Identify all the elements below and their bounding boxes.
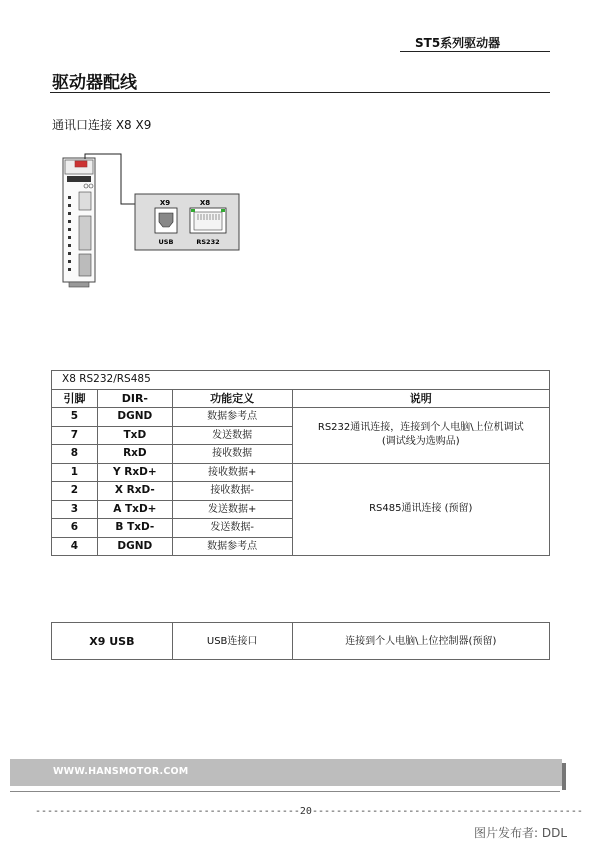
table-row	[52, 463, 550, 482]
signal-cell: DGND	[97, 408, 172, 427]
x9-function-cell: USB连接口	[172, 623, 292, 660]
signal-cell: TxD	[97, 426, 172, 445]
function-cell: 发送数据	[172, 426, 292, 445]
label-usb: USB	[158, 238, 174, 246]
subtitle: 通讯口连接 X8 X9	[52, 118, 152, 132]
desc-rs232-line1: RS232通讯连接，连接到个人电脑\上位机调试	[317, 422, 524, 434]
watermark: 图片发布者: DDL	[474, 826, 568, 840]
header-pin: 引脚	[52, 389, 98, 408]
x9-port-cell: X9 USB	[52, 623, 173, 660]
footer-rule	[10, 791, 560, 792]
section-title: 驱动器配线	[52, 73, 137, 93]
header-desc: 说明	[292, 389, 549, 408]
label-x8: X8	[199, 199, 211, 207]
x9-desc-cell: 连接到个人电脑\上位控制器(预留)	[292, 623, 549, 660]
header-signal: DIR-	[97, 389, 172, 408]
title-rule	[50, 92, 550, 93]
desc-rs232-line2: (调试线为选购品)	[381, 436, 460, 448]
signal-cell: X RxD-	[97, 482, 172, 501]
x9-usb-table	[51, 622, 550, 660]
x8-pin-table	[51, 370, 550, 556]
footer-url: WWW.HANSMOTOR.COM	[53, 766, 189, 777]
header-function: 功能定义	[172, 389, 292, 408]
wiring-diagram	[55, 150, 255, 290]
drive-led-icon	[75, 161, 87, 167]
pin-cell: 1	[52, 463, 98, 482]
function-cell: 接收数据-	[172, 482, 292, 501]
label-x9: X9	[159, 199, 171, 207]
desc-rs485: RS485通讯连接 (预留)	[292, 463, 549, 556]
pin-cell: 3	[52, 500, 98, 519]
pin-cell: 8	[52, 445, 98, 464]
function-cell: 数据参考点	[172, 537, 292, 556]
pin-cell: 2	[52, 482, 98, 501]
series-name: ST5系列驱动器	[415, 36, 501, 50]
pin-cell: 4	[52, 537, 98, 556]
label-rs232: RS232	[196, 238, 220, 246]
pin-cell: 7	[52, 426, 98, 445]
function-cell: 接收数据	[172, 445, 292, 464]
function-cell: 数据参考点	[172, 408, 292, 427]
signal-cell: Y RxD+	[97, 463, 172, 482]
signal-cell: RxD	[97, 445, 172, 464]
table-row	[52, 623, 550, 660]
function-cell: 接收数据+	[172, 463, 292, 482]
function-cell: 发送数据-	[172, 519, 292, 538]
desc-rs232	[292, 408, 549, 464]
table-caption: X8 RS232/RS485	[52, 371, 550, 390]
table-row	[52, 408, 550, 427]
pin-cell: 6	[52, 519, 98, 538]
pin-cell: 5	[52, 408, 98, 427]
signal-cell: DGND	[97, 537, 172, 556]
header-rule	[400, 51, 550, 52]
function-cell: 发送数据+	[172, 500, 292, 519]
page-number-line: --------------------------------------------20---------------------------------------------	[35, 806, 583, 817]
signal-cell: A TxD+	[97, 500, 172, 519]
footer-bar	[10, 759, 562, 786]
signal-cell: B TxD-	[97, 519, 172, 538]
